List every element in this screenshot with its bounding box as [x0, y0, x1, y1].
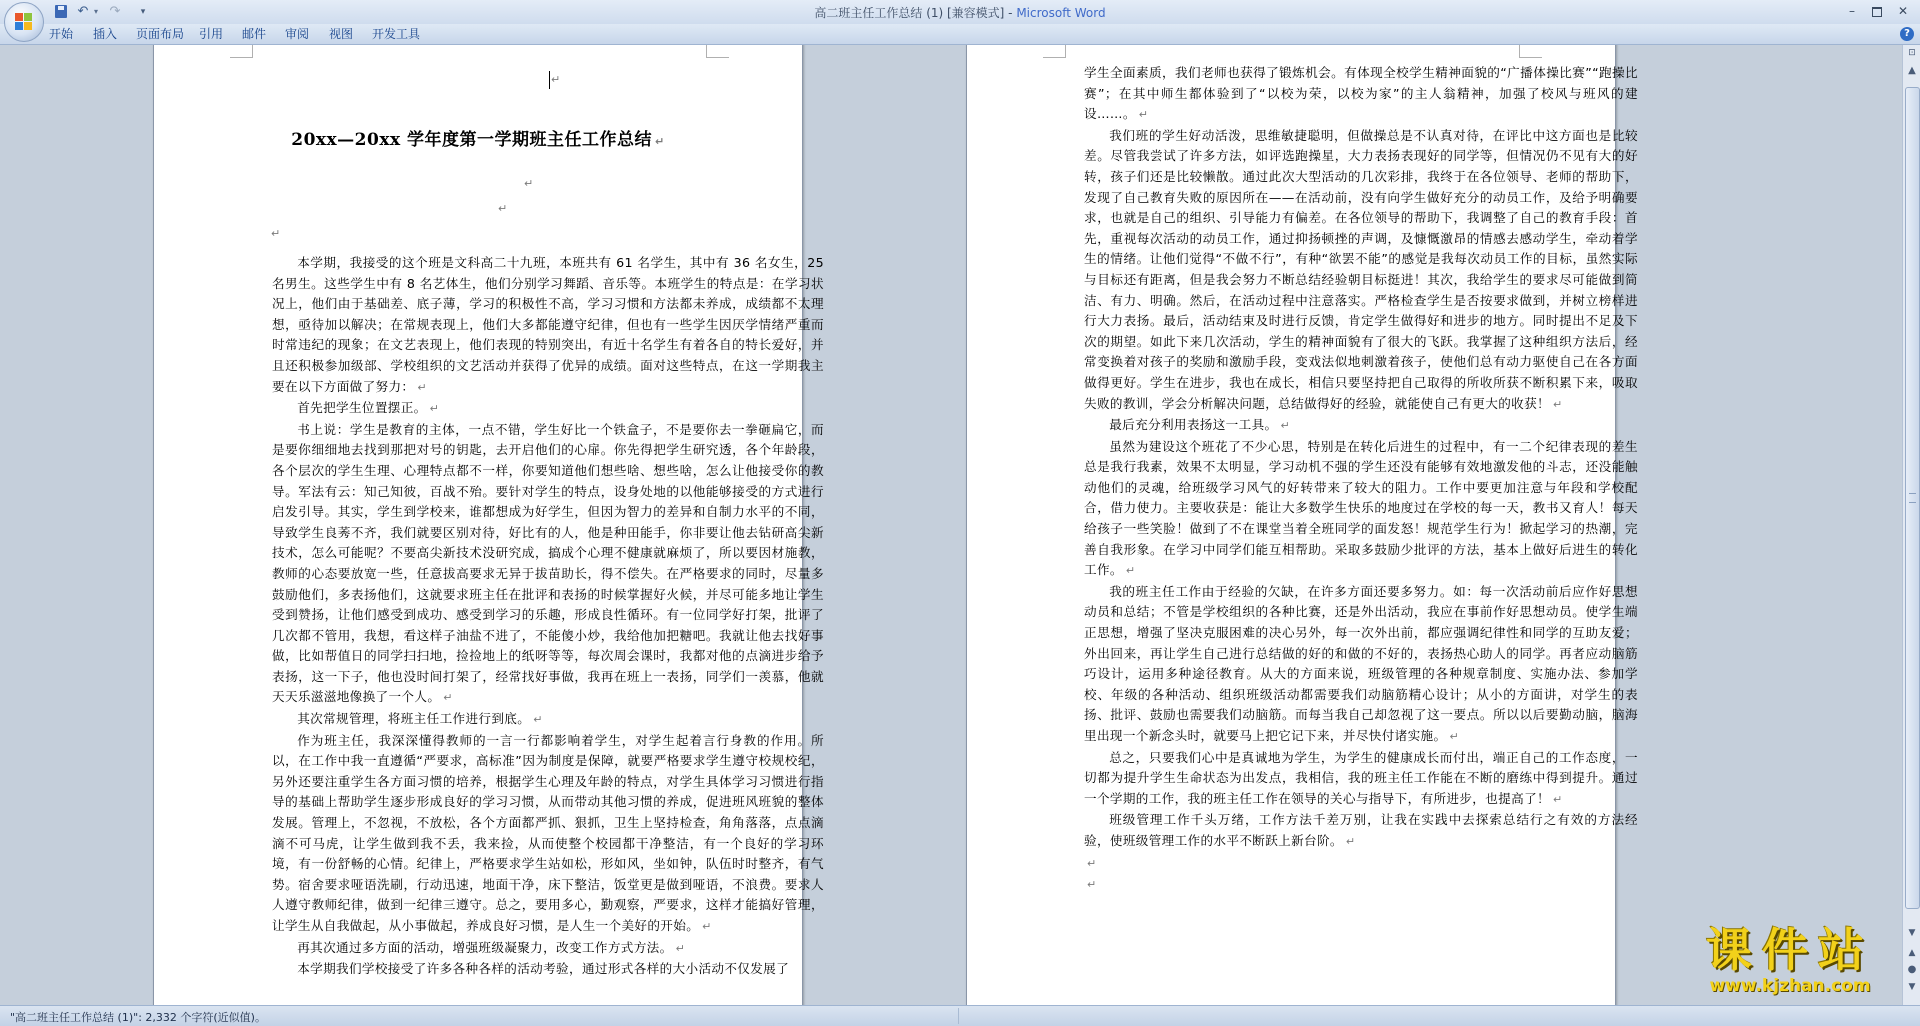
- tab-insert[interactable]: 插入: [93, 27, 118, 41]
- text-cursor: [549, 71, 550, 89]
- document-title: 20xx—20xx 学年度第一学期班主任工作总结 ↵: [291, 130, 665, 150]
- tab-references[interactable]: 引用: [199, 27, 224, 41]
- watermark-logo: [1665, 922, 1915, 1004]
- status-word-count[interactable]: "高二班主任工作总结 (1)": 2,332 个字符(近似值)。: [10, 1011, 266, 1024]
- section-heading: 再其次通过多方面的活动，增强班级凝聚力，改变工作方式方法。 ↵: [297, 939, 686, 955]
- empty-paragraph: ↵: [1087, 878, 1097, 892]
- undo-icon[interactable]: ↶: [77, 4, 89, 19]
- scroll-down-button[interactable]: ▼: [1908, 928, 1916, 938]
- app-name: Microsoft Word: [1016, 6, 1106, 20]
- tab-view[interactable]: 视图: [329, 27, 354, 41]
- margin-crop-mark: [1519, 45, 1542, 58]
- section-heading: 首先把学生位置摆正。 ↵: [297, 400, 440, 416]
- paragraph-mark: ↵: [524, 177, 534, 190]
- document-workspace: [0, 45, 1902, 1005]
- customize-quick-access-icon[interactable]: ▾: [140, 7, 146, 17]
- maximize-button[interactable]: [1866, 2, 1888, 20]
- previous-page-button[interactable]: ▲: [1908, 948, 1916, 958]
- section-heading: 最后充分利用表扬这一工具。 ↵: [1109, 417, 1291, 433]
- body-paragraph: 本学期我们学校接受了许多各种各样的活动考验，通过形式各样的大小活动不仅发展了: [297, 961, 790, 977]
- tab-home[interactable]: 开始: [49, 27, 74, 41]
- section-heading: 其次常规管理，将班主任工作进行到底。 ↵: [297, 711, 543, 727]
- scroll-up-button[interactable]: ⊡: [1908, 48, 1916, 58]
- margin-crop-mark: [706, 45, 729, 58]
- body-paragraph: 我的班主任工作由于经验的欠缺，在许多方面还要多努力。如：每一次活动前后应作好思想动员和总结；不管是学校组织的各种比赛，还是外出活动，我应在事前作好思想动员。使学生端正思想，增强了坚决克服困难的决心另外，每一次外出前，都应强调纪律性和同学的互助友爱；外出回来，再让学生自己进行总结做的好的和做的不好的，表扬热心助人的同学。再者应动脑筋巧设计，运用多种途径教育。从大的方面来说，班级管理的各种规章制度、实施办法、参加学校、年级的各种活动、组织班级活动都需要我们动脑筋精心设计；从小的方面讲，对学生的表扬、批评、鼓励也需要我们动脑筋。而每当我自己却忽视了这一要点。所以以后要勤动脑，脑海里出现一个新念头时，就要马上把它记下来，并尽快付诸实施。 ↵: [1084, 583, 1638, 743]
- page-2-body[interactable]: [1084, 63, 1638, 896]
- tab-page-layout[interactable]: 页面布局: [136, 27, 185, 41]
- body-paragraph: 总之，只要我们心中是真诚地为学生，为学生的健康成长而付出，端正自己的工作态度，一切都为提升学生生命状态为出发点，我相信，我的班主任工作能在不断的磨练中得到提升。通过一个学期的工作，我的班主任工作在领导的关心与指导下，有所进步，也提高了！ ↵: [1084, 749, 1638, 806]
- vertical-scrollbar[interactable]: [1902, 45, 1920, 1005]
- body-paragraph: 我们班的学生好动活泼，思维敏捷聪明，但做操总是不认真对待，在评比中这方面也是比较差。尽管我尝试了许多方法，如评选跑操星，大力表扬表现好的同学等，但情况仍不见有大的好转，孩子们还是比较懒散。通过此次大型活动的几次彩排，我终于在各位领导、老师的帮助下，发现了自己教育失败的原因所在——在活动前，没有向学生做好充分的动员工作，及给予明确要求，也就是自己的组织、引导能力有偏差。在各位领导的帮助下，我调整了自己的教育手段：首先，重视每次活动的动员工作，通过抑扬顿挫的声调，及慷慨激昂的情感去感动学生，牵动着学生的情绪。让他们觉得“不做不行”，有种“欲罢不能”的感觉是我每次动员工作的目标，虽然实际与目标还有距离，但是我会努力不断总结经验朝目标挺进！其次，我给学生的要求尽可能做到简洁、有力、明确。然后，在活动过程中注意落实。严格检查学生是否按要求做到，并树立榜样进行大力表扬。最后，活动结束及时进行反馈，肯定学生做得好和进步的地方。同时提出不足及下次的期望。如此下来几次活动，学生的精神面貌有了很大的飞跃。我掌握了这种组织方法后，经常变换着对孩子的奖励和激励手段，变戏法似地刺激着孩子，使他们总有动力驱使自己在各方面做得更好。学生在进步，我也在成长，相信只要坚持把自己取得的所收所获不断积累下来，吸取失败的教训，学会分析解决问题，总结做得好的经验，就能使自己有更大的收获！ ↵: [1084, 127, 1638, 411]
- document-page-1[interactable]: [153, 45, 824, 1005]
- body-paragraph: 本学期，我接受的这个班是文科高二十九班，本班共有 61 名学生，其中有 36 名女生，25 名男生。这些学生中有 8 名艺体生，他们分别学习舞蹈、音乐等。本班学生的特点是：在学习状况上，他们由于基础差、底子薄，学习的积极性不高，学习习惯和方法都未养成，成绩都不太理想，亟待加以解决；在常规表现上，他们大多都能遵守纪律，但也有一些学生因厌学情绪严重而时常违纪的现象；在文艺表现上，他们表现的特别突出，有近十名学生有着各自的特长爱好，并且还积极参加级部、学校组织的文艺活动并获得了优异的成绩。面对这些特点，在这一学期我主要在以下方面做了努力： ↵: [272, 255, 824, 394]
- status-bar: [0, 1005, 1920, 1026]
- redo-icon[interactable]: ↷: [109, 4, 121, 19]
- undo-dropdown-icon[interactable]: ▾: [93, 7, 98, 16]
- body-paragraph: 虽然为建设这个班花了不少心思，特别是在转化后进生的过程中，有一二个纪律表现的差生总是我行我素，效果不太明显，学习动机不强的学生还没有能够有效地激发他的斗志，还没能触动他们的灵魂，给班级学习风气的好转带来了较大的阻力。工作中要更加注意与年段和学校配合，借力使力。主要收获是：能让大多数学生快乐的地度过在学校的每一天，教书又育人！每天给孩子一些笑脸！做到了不在课堂当着全班同学的面发怒！规范学生行为！掀起学习的热潮，完善自我形象。在学习中同学们能互相帮助。采取多鼓励少批评的方法，基本上做好后进生的转化工作。 ↵: [1084, 438, 1638, 578]
- paragraph-mark: ↵: [271, 227, 281, 240]
- status-divider: [958, 1008, 959, 1024]
- body-paragraph: 学生全面素质，我们老师也获得了锻炼机会。有体现全校学生精神面貌的“广播体操比赛”“跑操比赛”；在其中师生都体验到了“以校为荣，以校为家”的主人翁精神，加强了校风与班风的建设……。 ↵: [1084, 65, 1638, 122]
- body-paragraph: 作为班主任，我深深懂得教师的一言一行都影响着学生，对学生起着言行身教的作用。所以，在工作中我一直遵循“严要求，高标准”因为制度是保障，就要严格要求学生遵守校规校纪，另外还要注重学生各方面习惯的培养，根据学生心理及年龄的特点，对学生具体学习习惯进行指导的基础上帮助学生逐步形成良好的学习习惯，从而带动其他习惯的养成，促进班风班貌的整体发展。管理上，不忽视，不放松，各个方面都严抓、狠抓，卫生上坚持检查，角角落落，点点滴滴不可马虎，让学生做到我不丢，我来捡，从而使整个校园都干净整洁，有一个良好的学习环境，有一份舒畅的心情。纪律上，严格要求学生站如松，形如风，坐如钟，队伍时时整齐，有气势。宿舍要求哑语洗刷，行动迅速，地面干净，床下整洁，饭堂更是做到哑语，不浪费。要求人人遵守教师纪律，做到一纪律三遵守。总之，要用多心，勤观察，严要求，这样才能搞好管理，让学生从自我做起，从小事做起，养成良好习惯，是人生一个美好的开始。 ↵: [272, 732, 824, 933]
- empty-paragraph: ↵: [1087, 856, 1097, 870]
- next-page-button[interactable]: ▼: [1908, 982, 1916, 992]
- page-1-body[interactable]: [272, 253, 824, 980]
- minimize-button[interactable]: –: [1849, 4, 1855, 18]
- office-button[interactable]: [4, 2, 44, 42]
- window-title: [0, 4, 1920, 21]
- paragraph-mark: ↵: [551, 73, 561, 86]
- title-bar: [0, 0, 1920, 24]
- ribbon-tab-bar: [0, 24, 1920, 45]
- document-name: 高二班主任工作总结 (1) [兼容模式] -: [814, 6, 1017, 20]
- document-page-2[interactable]: [966, 45, 1638, 1005]
- margin-crop-mark: [1043, 45, 1066, 58]
- tab-developer[interactable]: 开发工具: [372, 27, 421, 41]
- scrollbar-thumb[interactable]: [1905, 87, 1920, 909]
- maximize-icon: [1872, 7, 1882, 17]
- paragraph-mark: ↵: [498, 202, 508, 215]
- tab-review[interactable]: 审阅: [285, 27, 310, 41]
- margin-crop-mark: [230, 45, 253, 58]
- close-button[interactable]: ✕: [1897, 4, 1909, 18]
- select-browse-object-button[interactable]: ●: [1907, 964, 1917, 975]
- watermark-title: 课件站: [1706, 923, 1874, 977]
- thumb-grip-icon: [1909, 493, 1916, 503]
- body-paragraph: 书上说：学生是教育的主体，一点不错，学生好比一个铁盒子，不是要你去一拳砸扁它，而是要你细细地去找到那把对号的钥匙，去开启他们的心扉。你先得把学生研究透，各个年龄段，各个层次的学生生理、心理特点都不一样，你要知道他们想些啥、想些啥，怎么让他接受你的教导。军法有云：知己知彼，百战不殆。要针对学生的特点，设身处地的以他能够接受的方式进行启发引导。其实，学生到学校来，谁都想成为好学生，但因为智力的差异和自制力水平的不同，导致学生良莠不齐，我们就要区别对待，好比有的人，他是种田能手，你非要让他去钻研高尖新技术，怎么可能呢？不要高尖新技术没研究成，搞成个心理不健康就麻烦了，所以要因材施教，教师的心态要放宽一些，任意拔高要求无异于拔苗助长，得不偿失。在严格要求的同时，尽量多鼓励他们，多表扬他们，这就要求班主任在批评和表扬的时候掌握好火候，并尽可能多地让学生受到赞扬，让他们感受到成功、感受到学习的乐趣，形成良性循环。有一位同学好打架，批评了几次都不管用，我想，看这样子油盐不进了，不能傻小炒，我给他加把糖吧。我就让他去找好事做，比如帮值日的同学扫扫地，捡捡地上的纸呀等等，每次周会课时，我都对他的点滴进步给予表扬，这一下子，他也没时间打架了，经常找好事做，我再在班上一表扬，同学们一羡慕，他就天天乐滋滋地像换了一个人。 ↵: [272, 421, 824, 705]
- tab-mailings[interactable]: 邮件: [242, 27, 267, 41]
- help-icon[interactable]: ?: [1900, 27, 1914, 41]
- office-logo-icon: [15, 13, 33, 31]
- scroll-up-arrow-icon[interactable]: ▲: [1908, 65, 1916, 76]
- watermark-url: www.kjzhan.com: [1709, 976, 1871, 996]
- body-paragraph: 班级管理工作千头万绪，工作方法千差万别，让我在实践中去探索总结行之有效的方法经验，使班级管理工作的水平不断跃上新台阶。 ↵: [1084, 812, 1638, 848]
